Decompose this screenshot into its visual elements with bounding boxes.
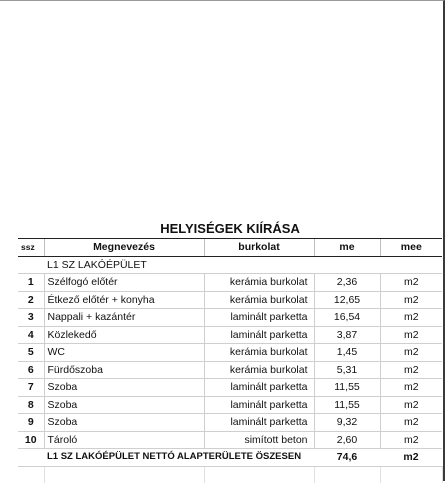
- room-finish: laminált parketta: [204, 379, 314, 397]
- room-unit: m2: [380, 361, 442, 379]
- table-row: [18, 274, 442, 292]
- header-area: me: [314, 239, 380, 257]
- group-row: [18, 256, 442, 274]
- table-row: [18, 414, 442, 432]
- row-number: 4: [18, 326, 44, 344]
- room-unit: m2: [380, 379, 442, 397]
- table-row: [18, 291, 442, 309]
- table-row: [18, 396, 442, 414]
- room-finish: kerámia burkolat: [204, 291, 314, 309]
- room-area: 3,87: [314, 326, 380, 344]
- room-area: 2,36: [314, 274, 380, 292]
- header-ssz: ssz: [18, 239, 44, 257]
- room-finish: kerámia burkolat: [204, 344, 314, 362]
- table-row: [18, 344, 442, 362]
- room-finish: kerámia burkolat: [204, 361, 314, 379]
- room-name: Nappali + kazántér: [44, 309, 204, 327]
- room-table: [18, 220, 443, 483]
- table-row: [18, 309, 442, 327]
- row-number: 2: [18, 291, 44, 309]
- table-row: [18, 361, 442, 379]
- empty-row: [18, 466, 442, 483]
- room-finish: kerámia burkolat: [204, 274, 314, 292]
- total-label: L1 SZ LAKÓÉPÜLET NETTÓ ALAPTERÜLETE ÖSZESEN: [44, 449, 314, 467]
- room-unit: m2: [380, 431, 442, 449]
- row-number: 6: [18, 361, 44, 379]
- table-header-row: [18, 239, 442, 257]
- table-row: [18, 326, 442, 344]
- room-finish: laminált parketta: [204, 309, 314, 327]
- group-label: L1 SZ LAKÓÉPÜLET: [44, 256, 442, 274]
- room-area: 11,55: [314, 396, 380, 414]
- room-area: 5,31: [314, 361, 380, 379]
- room-area: 2,60: [314, 431, 380, 449]
- room-schedule: [18, 220, 442, 483]
- room-unit: m2: [380, 274, 442, 292]
- room-unit: m2: [380, 344, 442, 362]
- header-unit: mee: [380, 239, 442, 257]
- header-name: Megnevezés: [44, 239, 204, 257]
- room-unit: m2: [380, 309, 442, 327]
- room-unit: m2: [380, 414, 442, 432]
- row-number: 1: [18, 274, 44, 292]
- room-name: Szoba: [44, 396, 204, 414]
- room-name: Fürdőszoba: [44, 361, 204, 379]
- room-finish: laminált parketta: [204, 414, 314, 432]
- row-number: 7: [18, 379, 44, 397]
- room-name: Tároló: [44, 431, 204, 449]
- row-number: 3: [18, 309, 44, 327]
- room-unit: m2: [380, 326, 442, 344]
- room-finish: laminált parketta: [204, 326, 314, 344]
- room-area: 16,54: [314, 309, 380, 327]
- row-number: 5: [18, 344, 44, 362]
- room-name: Étkező előtér + konyha: [44, 291, 204, 309]
- table-row: [18, 379, 442, 397]
- room-finish: simított beton: [204, 431, 314, 449]
- room-area: 11,55: [314, 379, 380, 397]
- header-finish: burkolat: [204, 239, 314, 257]
- room-finish: laminált parketta: [204, 396, 314, 414]
- row-number: 9: [18, 414, 44, 432]
- row-number: 8: [18, 396, 44, 414]
- room-unit: m2: [380, 291, 442, 309]
- room-area: 12,65: [314, 291, 380, 309]
- room-unit: m2: [380, 396, 442, 414]
- total-unit: m2: [380, 449, 442, 467]
- table-title-row: [18, 220, 442, 239]
- room-name: Szélfogó előtér: [44, 274, 204, 292]
- room-name: Közlekedő: [44, 326, 204, 344]
- room-area: 9,32: [314, 414, 380, 432]
- room-name: Szoba: [44, 414, 204, 432]
- room-name: WC: [44, 344, 204, 362]
- total-area: 74,6: [314, 449, 380, 467]
- table-title: HELYISÉGEK KIÍRÁSA: [18, 220, 442, 239]
- row-number: 10: [18, 431, 44, 449]
- total-row: [18, 449, 442, 467]
- table-row: [18, 431, 442, 449]
- room-area: 1,45: [314, 344, 380, 362]
- room-name: Szoba: [44, 379, 204, 397]
